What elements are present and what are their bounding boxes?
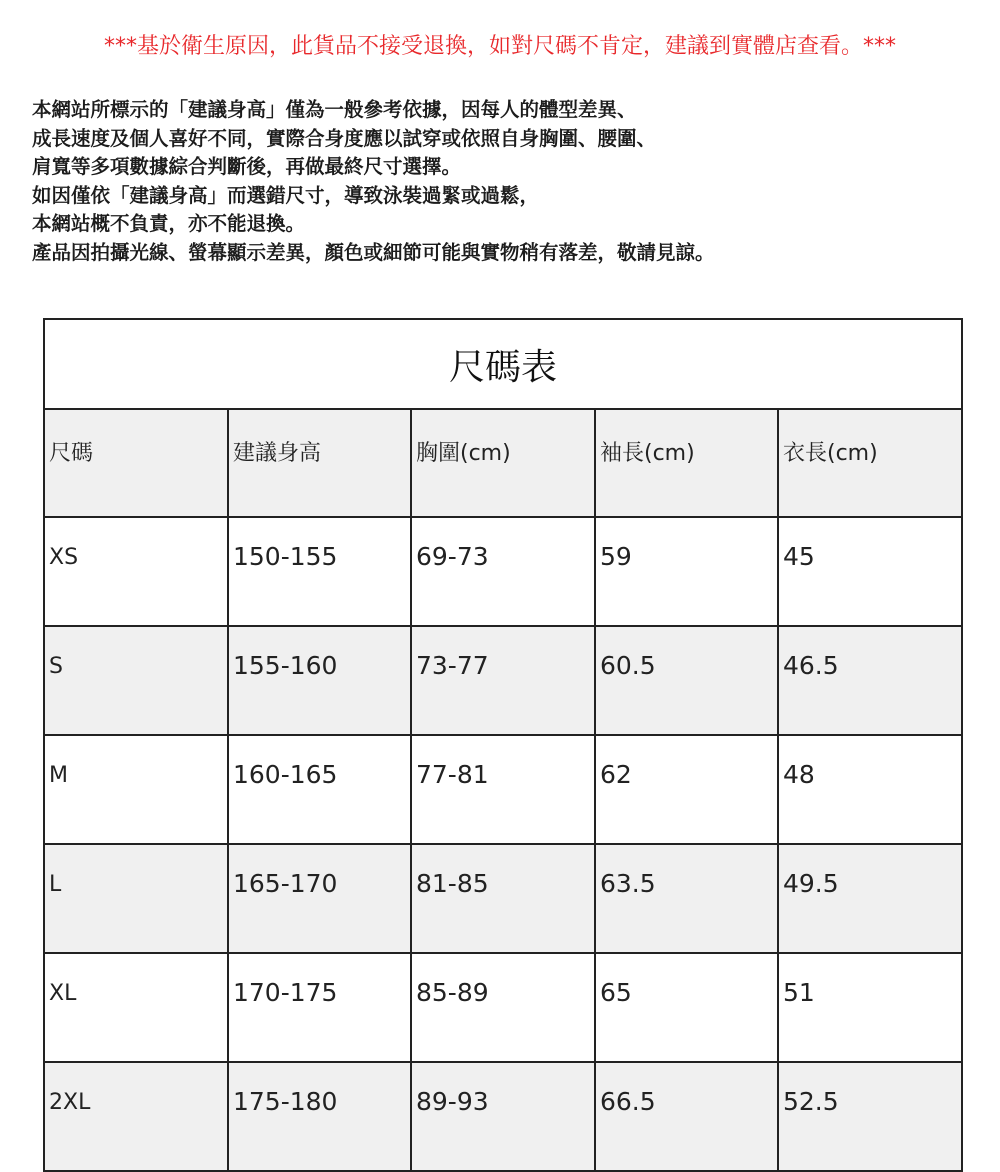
- cell-sleeve: 60.5: [595, 626, 778, 735]
- cell-height: 175-180: [228, 1062, 411, 1171]
- table-row: [44, 735, 962, 844]
- cell-length: 45: [778, 517, 962, 626]
- cell-height: 155-160: [228, 626, 411, 735]
- header-chest: 胸圍(cm): [411, 409, 595, 517]
- cell-chest: 69-73: [411, 517, 595, 626]
- hygiene-warning: ***基於衛生原因，此貨品不接受退換，如對尺碼不肯定，建議到實體店查看。***: [103, 34, 896, 59]
- cell-chest: 85-89: [411, 953, 595, 1062]
- cell-sleeve: 66.5: [595, 1062, 778, 1171]
- cell-length: 51: [778, 953, 962, 1062]
- notice-line: 如因僅依「建議身高」而選錯尺寸，導致泳裝過緊或過鬆，: [32, 183, 540, 207]
- cell-sleeve: 59: [595, 517, 778, 626]
- cell-height: 150-155: [228, 517, 411, 626]
- table-title: 尺碼表: [44, 319, 962, 409]
- cell-chest: 77-81: [411, 735, 595, 844]
- cell-length: 49.5: [778, 844, 962, 953]
- notice-line: 成長速度及個人喜好不同，實際合身度應以試穿或依照自身胸圍、腰圍、: [32, 126, 657, 150]
- header-sleeve: 袖長(cm): [595, 409, 778, 517]
- cell-size: XS: [44, 517, 228, 626]
- header-length: 衣長(cm): [778, 409, 962, 517]
- notice-line: 本網站概不負責，亦不能退換。: [32, 212, 306, 235]
- table-row: [44, 517, 962, 626]
- cell-size: S: [44, 626, 228, 735]
- cell-length: 52.5: [778, 1062, 962, 1171]
- size-chart-table: [43, 318, 963, 1172]
- notice-line: 肩寬等多項數據綜合判斷後，再做最終尺寸選擇。: [32, 155, 462, 178]
- cell-height: 160-165: [228, 735, 411, 844]
- cell-height: 165-170: [228, 844, 411, 953]
- cell-sleeve: 62: [595, 735, 778, 844]
- cell-chest: 81-85: [411, 844, 595, 953]
- cell-sleeve: 65: [595, 953, 778, 1062]
- cell-sleeve: 63.5: [595, 844, 778, 953]
- table-header-row: [44, 409, 962, 517]
- notice-line: 產品因拍攝光線、螢幕顯示差異，顏色或細節可能與實物稍有落差，敬請見諒。: [32, 240, 715, 264]
- cell-size: 2XL: [44, 1062, 228, 1171]
- header-size: 尺碼: [44, 409, 228, 517]
- notice-line: 本網站所標示的「建議身高」僅為一般參考依據，因每人的體型差異、: [32, 98, 637, 121]
- cell-length: 46.5: [778, 626, 962, 735]
- table-row: [44, 844, 962, 953]
- table-row: [44, 1062, 962, 1171]
- cell-size: L: [44, 844, 228, 953]
- cell-length: 48: [778, 735, 962, 844]
- cell-size: XL: [44, 953, 228, 1062]
- table-row: [44, 626, 962, 735]
- cell-size: M: [44, 735, 228, 844]
- table-row: [44, 953, 962, 1062]
- cell-height: 170-175: [228, 953, 411, 1062]
- size-notice: [32, 96, 982, 267]
- cell-chest: 73-77: [411, 626, 595, 735]
- header-height: 建議身高: [228, 409, 411, 517]
- cell-chest: 89-93: [411, 1062, 595, 1171]
